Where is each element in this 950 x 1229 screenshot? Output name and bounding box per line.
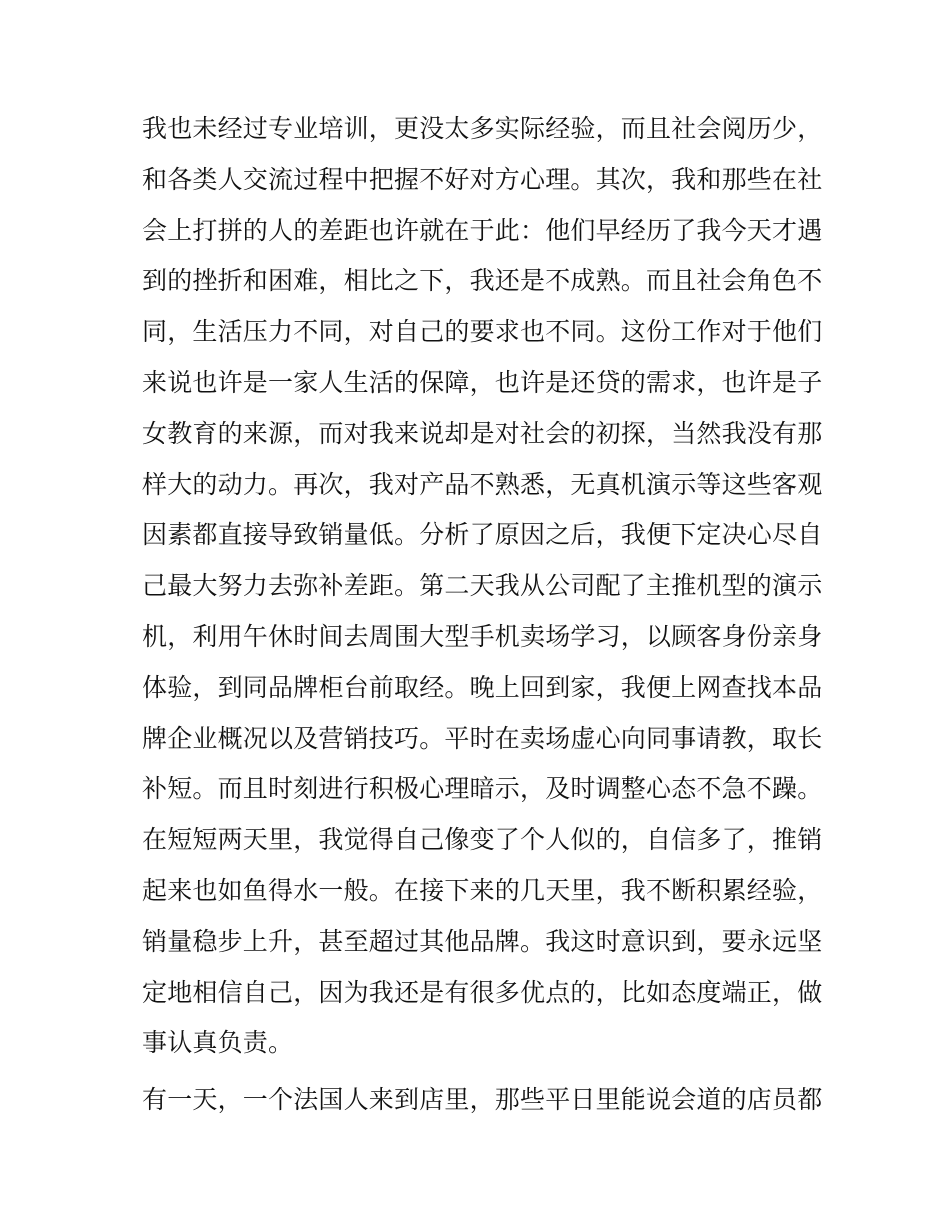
text-line: 补短。而且时刻进行积极心理暗示，及时调整心态不急不躁。 [142,774,823,804]
text-line: 会上打拼的人的差距也许就在于此：他们早经历了我今天才遇 [142,215,823,245]
paragraph [142,1075,822,1126]
text-line: 己最大努力去弥补差距。第二天我从公司配了主推机型的演示 [142,571,823,601]
paragraph [142,104,822,1069]
text-line: 机，利用午休时间去周围大型手机卖场学习，以顾客身份亲身 [142,621,823,651]
text-line: 因素都直接导致销量低。分析了原因之后，我便下定决心尽自 [142,520,823,550]
text-line: 到的挫折和困难，相比之下，我还是不成熟。而且社会角色不 [142,266,823,296]
text-line: 同，生活压力不同，对自己的要求也不同。这份工作对于他们 [142,317,823,347]
body-text [142,104,822,1126]
text-line: 样大的动力。再次，我对产品不熟悉，无真机演示等这些客观 [142,469,823,499]
text-line: 有一天，一个法国人来到店里，那些平日里能说会道的店员都 [142,1085,823,1115]
text-line: 起来也如鱼得水一般。在接下来的几天里，我不断积累经验， [142,875,823,905]
text-line: 和各类人交流过程中把握不好对方心理。其次，我和那些在社 [142,164,823,194]
text-line: 在短短两天里，我觉得自己像变了个人似的，自信多了，推销 [142,825,823,855]
text-line: 体验，到同品牌柜台前取经。晚上回到家，我便上网查找本品 [142,672,823,702]
text-line: 销量稳步上升，甚至超过其他品牌。我这时意识到，要永远坚 [142,926,823,956]
text-line: 牌企业概况以及营销技巧。平时在卖场虚心向同事请教，取长 [142,723,823,753]
text-line: 来说也许是一家人生活的保障，也许是还贷的需求，也许是子 [142,367,823,397]
text-line: 定地相信自己，因为我还是有很多优点的，比如态度端正，做 [142,977,823,1007]
text-line: 我也未经过专业培训，更没太多实际经验，而且社会阅历少， [142,114,823,143]
text-line: 事认真负责。 [142,1028,294,1058]
text-line: 女教育的来源，而对我来说却是对社会的初探，当然我没有那 [142,418,823,448]
